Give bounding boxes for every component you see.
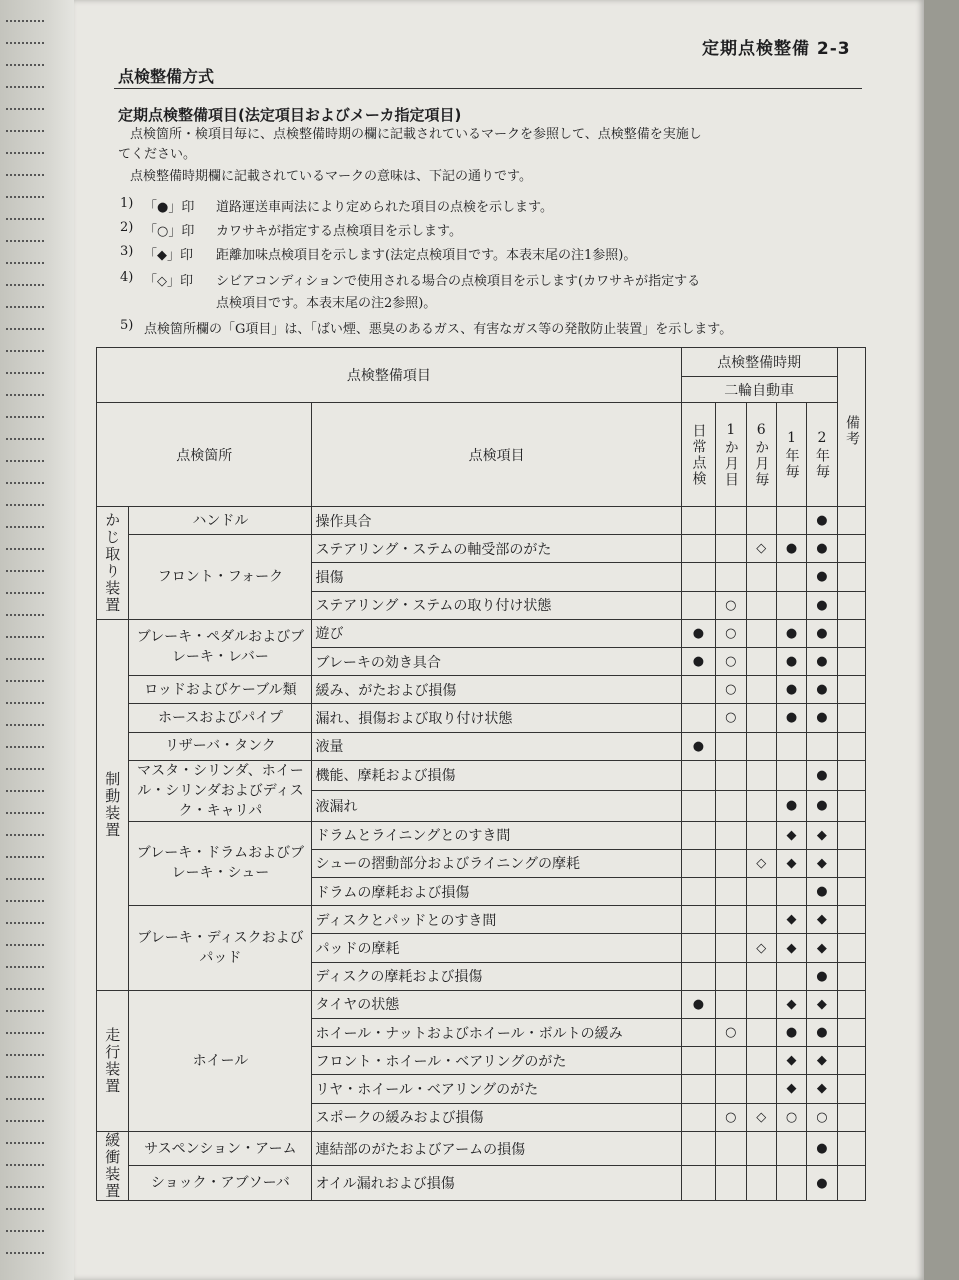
- schedule-mark: [716, 535, 746, 563]
- adjacent-page-line: [6, 966, 44, 968]
- adjacent-page-line: [6, 812, 44, 814]
- item-cell: リヤ・ホイール・ベアリングのがた: [312, 1075, 681, 1103]
- schedule-mark: ◆: [776, 1075, 806, 1103]
- schedule-mark: [681, 591, 715, 619]
- schedule-mark: ●: [776, 1019, 806, 1047]
- note-text: 点検箇所欄の「G項目」は、「ばい煙、悪臭のあるガス、有害なガス等の発散防止装置」を示します。: [144, 322, 733, 337]
- category-cell: かじ取り装置: [97, 507, 129, 620]
- adjacent-page-line: [6, 108, 44, 110]
- item-cell: シューの摺動部分およびライニングの摩耗: [312, 849, 681, 877]
- schedule-mark: [776, 591, 806, 619]
- schedule-mark: [681, 507, 715, 535]
- schedule-mark: ●: [807, 507, 837, 535]
- schedule-mark: [681, 676, 715, 704]
- table-row: [97, 535, 866, 563]
- item-cell: スポークの緩みおよび損傷: [312, 1103, 681, 1131]
- adjacent-page-line: [6, 240, 44, 242]
- adjacent-page-line: [6, 636, 44, 638]
- location-cell: サスペンション・アーム: [129, 1131, 312, 1166]
- schedule-mark: [716, 906, 746, 934]
- adjacent-page-line: [6, 86, 44, 88]
- adjacent-page-line: [6, 350, 44, 352]
- schedule-mark: [746, 619, 776, 647]
- schedule-mark: [681, 1019, 715, 1047]
- remarks-cell: [837, 563, 865, 591]
- schedule-mark: [746, 1019, 776, 1047]
- item-cell: 漏れ、損傷および取り付け状態: [312, 704, 681, 732]
- note-mark: 「○」印: [144, 224, 195, 239]
- note-number: 2): [120, 220, 134, 235]
- subtitle: 定期点検整備項目(法定項目およびメーカ指定項目): [118, 106, 462, 124]
- schedule-mark: [776, 1131, 806, 1166]
- schedule-mark: [716, 507, 746, 535]
- item-cell: ディスクとパッドとのすき間: [312, 906, 681, 934]
- table-row: [97, 821, 866, 849]
- remarks-cell: [837, 760, 865, 791]
- schedule-mark: [746, 791, 776, 822]
- adjacent-page-line: [6, 1164, 44, 1166]
- schedule-mark: [681, 1131, 715, 1166]
- remarks-cell: [837, 1166, 865, 1201]
- schedule-mark: ●: [776, 619, 806, 647]
- schedule-mark: ◆: [776, 990, 806, 1018]
- location-cell: リザーバ・タンク: [129, 732, 312, 760]
- schedule-mark: ●: [807, 1019, 837, 1047]
- adjacent-page-line: [6, 856, 44, 858]
- header-col-1year: 1年毎: [776, 403, 806, 507]
- note-text-continued: 点検項目です。本表末尾の注2参照)。: [216, 296, 437, 311]
- schedule-mark: ●: [807, 791, 837, 822]
- schedule-mark: ●: [807, 591, 837, 619]
- adjacent-page-line: [6, 658, 44, 660]
- schedule-mark: [716, 563, 746, 591]
- schedule-mark: ●: [807, 878, 837, 906]
- schedule-mark: ●: [807, 676, 837, 704]
- schedule-mark: [807, 732, 837, 760]
- schedule-mark: [746, 732, 776, 760]
- schedule-mark: [746, 704, 776, 732]
- remarks-cell: [837, 906, 865, 934]
- schedule-mark: [746, 1047, 776, 1075]
- remarks-cell: [837, 1019, 865, 1047]
- adjacent-page-line: [6, 196, 44, 198]
- schedule-mark: ◆: [807, 1047, 837, 1075]
- schedule-mark: [681, 760, 715, 791]
- item-cell: 操作具合: [312, 507, 681, 535]
- adjacent-page-line: [6, 218, 44, 220]
- adjacent-page-line: [6, 482, 44, 484]
- schedule-mark: [681, 878, 715, 906]
- note-mark: 「●」印: [144, 200, 195, 215]
- header-location: 点検箇所: [97, 403, 312, 507]
- adjacent-page-line: [6, 20, 44, 22]
- table-row: [97, 676, 866, 704]
- adjacent-page-line: [6, 768, 44, 770]
- schedule-mark: [776, 507, 806, 535]
- schedule-mark: ◆: [776, 934, 806, 962]
- remarks-cell: [837, 1131, 865, 1166]
- schedule-mark: [746, 647, 776, 675]
- schedule-mark: ◆: [807, 1075, 837, 1103]
- item-cell: ドラムの摩耗および損傷: [312, 878, 681, 906]
- schedule-mark: [681, 1103, 715, 1131]
- schedule-mark: ●: [807, 962, 837, 990]
- adjacent-page-line: [6, 460, 44, 462]
- header-col-2year: 2年毎: [807, 403, 837, 507]
- schedule-mark: [681, 821, 715, 849]
- adjacent-page-line: [6, 878, 44, 880]
- schedule-mark: ◆: [807, 849, 837, 877]
- adjacent-page-line: [6, 614, 44, 616]
- remarks-cell: [837, 878, 865, 906]
- schedule-mark: [776, 962, 806, 990]
- note-text: シビアコンディションで使用される場合の点検項目を示します(カワサキが指定する: [216, 274, 701, 289]
- schedule-mark: ●: [776, 791, 806, 822]
- header-item: 点検項目: [312, 403, 681, 507]
- remarks-cell: [837, 704, 865, 732]
- location-cell: ロッドおよびケーブル類: [129, 676, 312, 704]
- item-cell: ステアリング・ステムの取り付け状態: [312, 591, 681, 619]
- adjacent-page-line: [6, 262, 44, 264]
- location-cell: ホースおよびパイプ: [129, 704, 312, 732]
- table-row: [97, 619, 866, 647]
- adjacent-page-line: [6, 1076, 44, 1078]
- schedule-mark: [746, 878, 776, 906]
- schedule-mark: [746, 676, 776, 704]
- table-row: [97, 507, 866, 535]
- schedule-mark: ●: [776, 704, 806, 732]
- remarks-cell: [837, 962, 865, 990]
- adjacent-page-line: [6, 438, 44, 440]
- adjacent-page-line: [6, 570, 44, 572]
- item-cell: 損傷: [312, 563, 681, 591]
- table-row: [97, 760, 866, 791]
- adjacent-page-line: [6, 42, 44, 44]
- adjacent-page-spine: [0, 0, 80, 1280]
- remarks-cell: [837, 1103, 865, 1131]
- schedule-mark: [746, 591, 776, 619]
- category-cell: 制動装置: [97, 619, 129, 990]
- schedule-mark: ○: [776, 1103, 806, 1131]
- schedule-mark: [746, 1166, 776, 1201]
- adjacent-page-line: [6, 1010, 44, 1012]
- adjacent-page-line: [6, 702, 44, 704]
- schedule-mark: ◇: [746, 849, 776, 877]
- section-rule: [114, 88, 862, 89]
- schedule-mark: ○: [716, 1103, 746, 1131]
- schedule-mark: [716, 878, 746, 906]
- schedule-mark: ◇: [746, 535, 776, 563]
- remarks-cell: [837, 591, 865, 619]
- schedule-mark: ◇: [746, 1103, 776, 1131]
- schedule-mark: [716, 1131, 746, 1166]
- adjacent-page-line: [6, 526, 44, 528]
- remarks-cell: [837, 619, 865, 647]
- schedule-mark: [716, 1075, 746, 1103]
- location-cell: ブレーキ・ペダルおよびブレーキ・レバー: [129, 619, 312, 675]
- remarks-cell: [837, 791, 865, 822]
- schedule-mark: ○: [716, 619, 746, 647]
- schedule-mark: [716, 821, 746, 849]
- schedule-mark: ◆: [807, 990, 837, 1018]
- schedule-mark: [776, 563, 806, 591]
- header-remarks: 備考: [837, 348, 865, 507]
- schedule-mark: ●: [776, 676, 806, 704]
- schedule-mark: ○: [716, 676, 746, 704]
- schedule-mark: ●: [776, 647, 806, 675]
- item-cell: パッドの摩耗: [312, 934, 681, 962]
- schedule-mark: ◆: [776, 906, 806, 934]
- schedule-mark: [716, 1047, 746, 1075]
- adjacent-page-line: [6, 1186, 44, 1188]
- item-cell: ドラムとライニングとのすき間: [312, 821, 681, 849]
- remarks-cell: [837, 849, 865, 877]
- schedule-mark: ●: [681, 619, 715, 647]
- schedule-mark: ●: [681, 647, 715, 675]
- manual-page: [74, 0, 924, 1280]
- schedule-mark: ◆: [776, 1047, 806, 1075]
- schedule-mark: [746, 906, 776, 934]
- adjacent-page-line: [6, 1120, 44, 1122]
- note-number: 5): [120, 318, 134, 333]
- item-cell: 液量: [312, 732, 681, 760]
- remarks-cell: [837, 990, 865, 1018]
- header-col-6month: 6か月毎: [746, 403, 776, 507]
- remarks-cell: [837, 1047, 865, 1075]
- note-mark: 「◆」印: [144, 248, 193, 263]
- table-row: [97, 1166, 866, 1201]
- intro-line-1: 点検箇所・検項目毎に、点検整備時期の欄に記載されているマークを参照して、点検整備を実施し: [130, 127, 702, 142]
- adjacent-page-line: [6, 174, 44, 176]
- schedule-mark: ●: [807, 563, 837, 591]
- schedule-mark: [716, 962, 746, 990]
- table-row: [97, 704, 866, 732]
- location-cell: ショック・アブソーバ: [129, 1166, 312, 1201]
- location-cell: ブレーキ・ドラムおよびブレーキ・シュー: [129, 821, 312, 906]
- location-cell: ハンドル: [129, 507, 312, 535]
- schedule-mark: ○: [716, 704, 746, 732]
- category-cell: 走行装置: [97, 990, 129, 1131]
- item-cell: 機能、摩耗および損傷: [312, 760, 681, 791]
- schedule-mark: [716, 1166, 746, 1201]
- remarks-cell: [837, 535, 865, 563]
- adjacent-page-line: [6, 746, 44, 748]
- adjacent-page-line: [6, 680, 44, 682]
- schedule-mark: ◆: [807, 934, 837, 962]
- adjacent-page-line: [6, 1142, 44, 1144]
- adjacent-page-line: [6, 988, 44, 990]
- schedule-mark: ◆: [776, 821, 806, 849]
- schedule-mark: [716, 791, 746, 822]
- location-cell: ホイール: [129, 990, 312, 1131]
- schedule-mark: ○: [716, 591, 746, 619]
- schedule-mark: ●: [807, 1166, 837, 1201]
- adjacent-page-line: [6, 900, 44, 902]
- adjacent-page-line: [6, 592, 44, 594]
- adjacent-page-line: [6, 328, 44, 330]
- header-items: 点検整備項目: [97, 348, 682, 403]
- adjacent-page-line: [6, 504, 44, 506]
- adjacent-page-line: [6, 372, 44, 374]
- item-cell: ホイール・ナットおよびホイール・ボルトの緩み: [312, 1019, 681, 1047]
- schedule-mark: [681, 934, 715, 962]
- schedule-mark: ●: [681, 732, 715, 760]
- schedule-mark: [776, 878, 806, 906]
- schedule-mark: [681, 1047, 715, 1075]
- adjacent-page-line: [6, 130, 44, 132]
- schedule-mark: [681, 906, 715, 934]
- schedule-mark: [746, 1075, 776, 1103]
- note-text: 道路運送車両法により定められた項目の点検を示します。: [216, 200, 553, 215]
- remarks-cell: [837, 732, 865, 760]
- schedule-mark: ●: [776, 535, 806, 563]
- schedule-mark: ●: [807, 619, 837, 647]
- schedule-mark: ○: [716, 1019, 746, 1047]
- schedule-mark: [716, 849, 746, 877]
- item-cell: ブレーキの効き具合: [312, 647, 681, 675]
- schedule-mark: [716, 760, 746, 791]
- section-title: 点検整備方式: [118, 67, 215, 86]
- adjacent-page-line: [6, 1230, 44, 1232]
- note-number: 1): [120, 196, 134, 211]
- item-cell: 緩み、がたおよび損傷: [312, 676, 681, 704]
- adjacent-page-line: [6, 1252, 44, 1254]
- item-cell: タイヤの状態: [312, 990, 681, 1018]
- note-number: 3): [120, 244, 134, 259]
- schedule-mark: ●: [681, 990, 715, 1018]
- header-col-1month: 1か月目: [716, 403, 746, 507]
- note-number: 4): [120, 270, 134, 285]
- item-cell: ディスクの摩耗および損傷: [312, 962, 681, 990]
- schedule-mark: [776, 1166, 806, 1201]
- schedule-mark: ◆: [807, 821, 837, 849]
- adjacent-page-line: [6, 152, 44, 154]
- remarks-cell: [837, 934, 865, 962]
- schedule-mark: [681, 704, 715, 732]
- schedule-mark: [776, 760, 806, 791]
- adjacent-page-line: [6, 64, 44, 66]
- adjacent-page-line: [6, 1208, 44, 1210]
- schedule-mark: ●: [807, 647, 837, 675]
- schedule-mark: ◇: [746, 934, 776, 962]
- schedule-mark: ●: [807, 760, 837, 791]
- header-vehicle: 二輪自動車: [681, 377, 837, 403]
- schedule-mark: [716, 990, 746, 1018]
- schedule-mark: ●: [807, 1131, 837, 1166]
- location-cell: マスタ・シリンダ、ホイール・シリンダおよびディスク・キャリパ: [129, 760, 312, 821]
- adjacent-page-line: [6, 416, 44, 418]
- adjacent-page-line: [6, 284, 44, 286]
- header-col-daily: 日常点検: [681, 403, 715, 507]
- intro-line-3: 点検整備時期欄に記載されているマークの意味は、下記の通りです。: [130, 169, 532, 184]
- schedule-mark: [746, 760, 776, 791]
- item-cell: ステアリング・ステムの軸受部のがた: [312, 535, 681, 563]
- schedule-mark: ○: [807, 1103, 837, 1131]
- schedule-mark: [716, 732, 746, 760]
- adjacent-page-line: [6, 1032, 44, 1034]
- schedule-mark: [681, 1166, 715, 1201]
- item-cell: オイル漏れおよび損傷: [312, 1166, 681, 1201]
- schedule-mark: ●: [807, 704, 837, 732]
- adjacent-page-line: [6, 1054, 44, 1056]
- schedule-mark: [746, 962, 776, 990]
- location-cell: ブレーキ・ディスクおよびパッド: [129, 906, 312, 991]
- table-row: [97, 732, 866, 760]
- adjacent-page-line: [6, 548, 44, 550]
- adjacent-page-line: [6, 1098, 44, 1100]
- schedule-mark: [681, 535, 715, 563]
- schedule-mark: [746, 821, 776, 849]
- adjacent-page-line: [6, 724, 44, 726]
- page-header: 定期点検整備 2-3: [702, 39, 851, 59]
- schedule-mark: [681, 791, 715, 822]
- schedule-mark: ◆: [776, 849, 806, 877]
- schedule-mark: [681, 1075, 715, 1103]
- schedule-mark: ◆: [807, 906, 837, 934]
- schedule-mark: [746, 563, 776, 591]
- schedule-mark: [746, 507, 776, 535]
- note-text: 距離加味点検項目を示します(法定点検項目です。本表末尾の注1参照)。: [216, 248, 637, 263]
- item-cell: 連結部のがたおよびアームの損傷: [312, 1131, 681, 1166]
- schedule-mark: ○: [716, 647, 746, 675]
- category-cell: 緩衝装置: [97, 1131, 129, 1200]
- note-text: カワサキが指定する点検項目を示します。: [216, 224, 462, 239]
- inspection-schedule-table: [96, 347, 866, 1201]
- adjacent-page-line: [6, 394, 44, 396]
- table-row: [97, 990, 866, 1018]
- adjacent-page-line: [6, 790, 44, 792]
- schedule-mark: [681, 563, 715, 591]
- intro-line-2: てください。: [118, 147, 197, 162]
- table-row: [97, 1131, 866, 1166]
- schedule-mark: [716, 934, 746, 962]
- adjacent-page-line: [6, 834, 44, 836]
- adjacent-page-line: [6, 306, 44, 308]
- remarks-cell: [837, 821, 865, 849]
- item-cell: 液漏れ: [312, 791, 681, 822]
- remarks-cell: [837, 647, 865, 675]
- remarks-cell: [837, 1075, 865, 1103]
- remarks-cell: [837, 507, 865, 535]
- adjacent-page-line: [6, 944, 44, 946]
- location-cell: フロント・フォーク: [129, 535, 312, 620]
- item-cell: フロント・ホイール・ベアリングのがた: [312, 1047, 681, 1075]
- schedule-mark: [681, 962, 715, 990]
- schedule-mark: ●: [807, 535, 837, 563]
- header-period: 点検整備時期: [681, 348, 837, 377]
- adjacent-page-line: [6, 922, 44, 924]
- schedule-mark: [776, 732, 806, 760]
- schedule-mark: [746, 990, 776, 1018]
- note-mark: 「◇」印: [144, 274, 193, 289]
- remarks-cell: [837, 676, 865, 704]
- schedule-mark: [681, 849, 715, 877]
- item-cell: 遊び: [312, 619, 681, 647]
- schedule-mark: [746, 1131, 776, 1166]
- table-row: [97, 906, 866, 934]
